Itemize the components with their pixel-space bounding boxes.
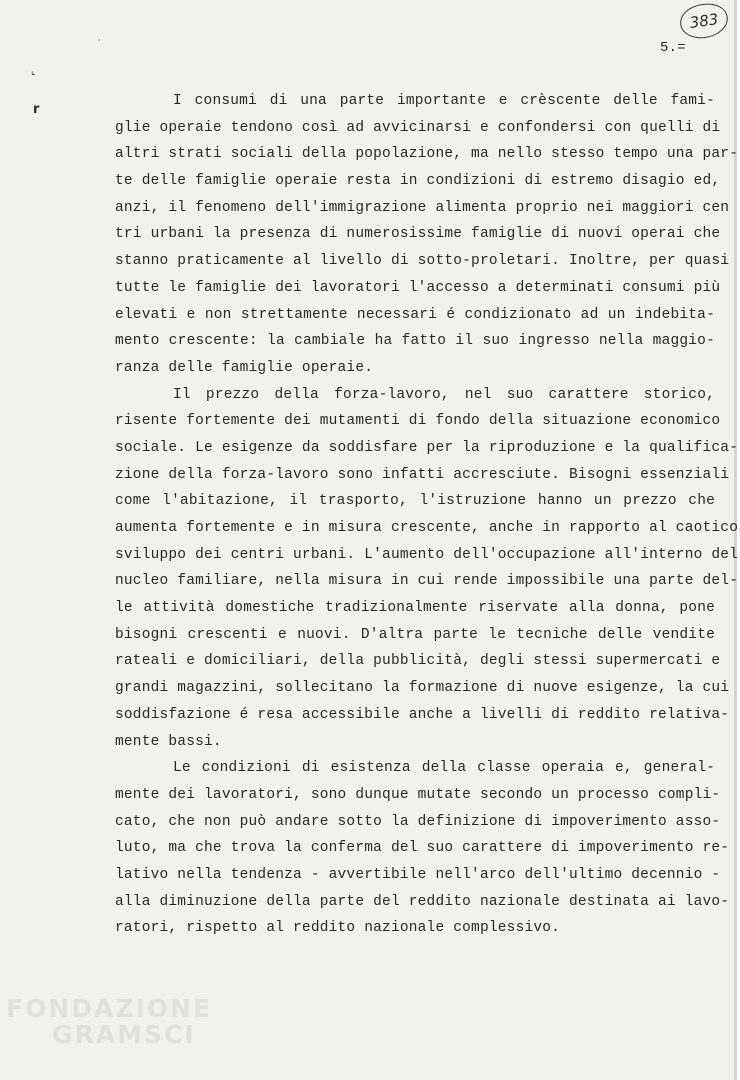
text-line: Il prezzo della forza-lavoro, nel suo carattere storico, [173,386,715,403]
text-line: lativo nella tendenza - avvertibile nell'arco dell'ultimo decennio - [115,866,721,883]
text-line: mente bassi. [115,733,222,750]
text-line: elevati e non strettamente necessari é condizionato ad un indebita- [115,306,715,323]
text-line: Le condizioni di esistenza della classe operaia e, general- [173,760,715,777]
text-line: ratori, rispetto al reddito nazionale complessivo. [115,920,561,937]
page-number: 5.= [660,40,686,56]
body-text [115,88,739,942]
text-line: soddisfazione é resa accessibile anche a livelli di reddito relativa- [115,706,730,723]
text-line: glie operaie tendono così ad avvicinarsi e confondersi con quelli di [115,119,721,136]
text-line: sociale. Le esigenze da soddisfare per la riproduzione e la qualifica- [115,439,739,456]
text-line: rateali e domiciliari, della pubblicità, degli stessi supermercati e [115,653,721,670]
text-line: zione della forza-lavoro sono infatti accresciute. Bisogni essenziali [115,466,730,483]
text-line: tutte le famiglie dei lavoratori l'accesso a determinati consumi più [115,279,721,296]
text-line: aumenta fortemente e in misura crescente, anche in rapporto al caotico [115,520,739,536]
text-line: risente fortemente dei mutamenti di fondo della situazione economico [115,413,721,430]
text-line: mento crescente: la cambiale ha fatto il suo ingresso nella maggio- [115,333,715,350]
text-line: luto, ma che trova la conferma del suo carattere di impoverimento re- [115,840,730,857]
text-line: bisogni crescenti e nuovi. D'altra parte le tecniche delle vendite [115,626,715,643]
text-line: nucleo familiare, nella misura in cui rende impossibile una parte del- [115,573,739,590]
text-line: altri strati sociali della popolazione, ma nello stesso tempo una par- [115,146,739,163]
text-line: come l'abitazione, il trasporto, l'istruzione hanno un prezzo che [115,493,715,510]
text-line: stanno praticamente al livello di sotto-proletari. Inoltre, per quasi [115,253,730,270]
text-line: ranza delle famiglie operaie. [115,359,374,376]
text-line: te delle famiglie operaie resta in condizioni di estremo disagio ed, [115,173,721,190]
text-line: sviluppo dei centri urbani. L'aumento dell'occupazione all'interno del [115,546,739,563]
text-line: alla diminuzione della parte del reddito nazionale destinata ai lavo- [115,893,730,910]
watermark-line: FONDAZIONE [6,994,213,1023]
text-line: cato, che non può andare sotto la definizione di impoverimento asso- [115,813,721,830]
archive-watermark [6,996,212,1048]
margin-tick-mark: ⌞ [31,66,36,77]
text-line: le attività domestiche tradizionalmente riservate alla donna, pone [115,600,715,617]
margin-tick-mark: ' [98,38,101,47]
text-line: grandi magazzini, sollecitano la formazione di nuove esigenze, la cui [115,680,730,697]
text-line: I consumi di una parte importante e crèscente delle fami- [173,93,715,109]
text-line: anzi, il fenomeno dell'immigrazione alimenta proprio nei maggiori cen [115,199,730,216]
watermark-line: GRAMSCI [52,1020,196,1049]
margin-tick-mark: r [33,102,40,117]
text-line: tri urbani la presenza di numerosissime famiglie di nuovi operai che [115,226,721,243]
text-line: mente dei lavoratori, sono dunque mutate secondo un processo compli- [115,786,721,803]
archive-number-stamp: 383 [678,1,730,41]
